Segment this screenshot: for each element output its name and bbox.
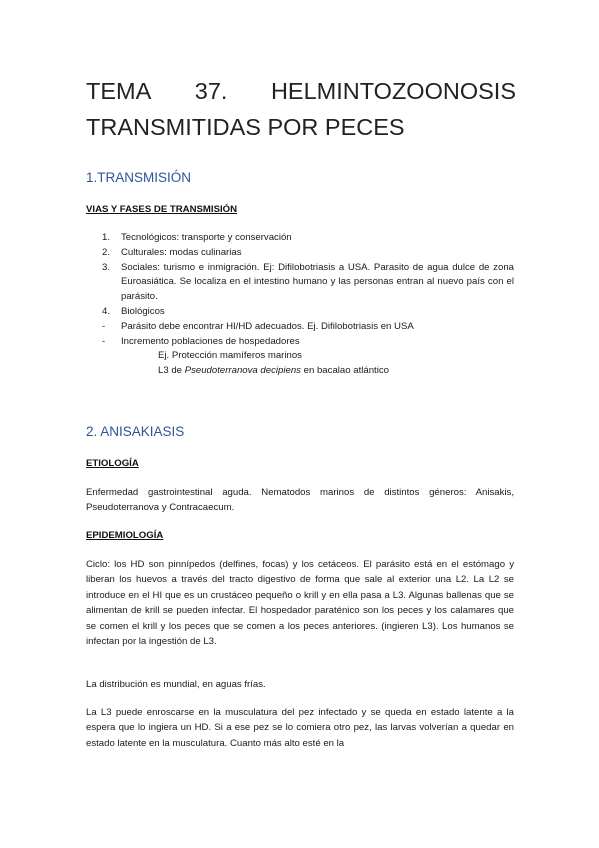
title-word: HELMINTOZOONOSIS bbox=[270, 78, 516, 104]
sub-list-item bbox=[102, 364, 514, 379]
sub-list-item bbox=[102, 349, 514, 364]
sub-item-text: Ej. Protección mamíferos marinos bbox=[158, 350, 302, 362]
list-item-text: Sociales: turismo e inmigración. Ej: Difilobotriasis a USA. Parasito de agua dulce de zona Euroasiática. Se localiza en el intestino humano y las personas entran al nuevo país con el parásito. bbox=[121, 261, 514, 303]
latency-paragraph: La L3 puede enroscarse en la musculatura del pez infectado y se queda en estado latente a la espera que lo ingiera un HD. Si a ese pez se lo comiera otro pez, las larvas volverían a quedar en estado latente en la musculatura. Cuanto más alto esté en la bbox=[86, 707, 514, 749]
distribution-paragraph: La distribución es mundial, en aguas frías. bbox=[86, 679, 266, 690]
etiology-paragraph: Enfermedad gastrointestinal aguda. Nematodos marinos de distintos géneros: Anisakis, Pseudoterranova y Contracaecum. bbox=[86, 487, 514, 514]
subheading-etiologia: ETIOLOGÍA bbox=[86, 458, 139, 469]
section-heading-anisakiasis: 2. ANISAKIASIS bbox=[86, 424, 185, 439]
list-item-text: Parásito debe encontrar HI/HD adecuados. Ej. Difilobotriasis en USA bbox=[121, 320, 414, 332]
list-marker: - bbox=[102, 335, 106, 347]
section-heading-transmision: 1.TRANSMISIÓN bbox=[86, 170, 192, 185]
species-name: Pseudoterranova decipiens bbox=[184, 365, 301, 377]
subheading-vias-fases: VIAS Y FASES DE TRANSMISIÓN bbox=[86, 204, 238, 215]
transmission-list bbox=[102, 231, 514, 379]
title-line-2: TRANSMITIDAS POR PECES bbox=[86, 114, 405, 140]
list-marker: 1. bbox=[102, 232, 111, 243]
list-item bbox=[102, 261, 514, 305]
list-item bbox=[102, 320, 514, 335]
list-marker: 2. bbox=[102, 246, 111, 258]
subheading-epidemiologia: EPIDEMIOLOGÍA bbox=[86, 530, 164, 541]
list-marker: 3. bbox=[102, 261, 111, 273]
document-title bbox=[86, 73, 516, 145]
title-word: 37. bbox=[194, 78, 228, 104]
list-item-text: Culturales: modas culinarias bbox=[121, 246, 242, 258]
list-marker: - bbox=[102, 320, 106, 332]
title-line-1 bbox=[86, 73, 516, 109]
cycle-paragraph: Ciclo: los HD son pinnípedos (delfines, focas) y los cetáceos. El parásito está en el estómago y liberan los huevos a través del tracto digestivo de forma que sale al exterior una L2. La L2 se introduce en el HI que es un crustáceo pequeño o krill y en ella pasa a L3. Algunas ballenas que se alimentan de krill se pueden infectar. El hospedador paraténico son los peces y los calamares que se comen el krill y los peces que se comen a los peces anteriores. (ingieren L3). Los humanos se infectan por la ingestión de L3. bbox=[86, 559, 514, 648]
list-item-text: Biológicos bbox=[121, 305, 165, 317]
sub-list-item-text bbox=[158, 364, 389, 379]
list-item-text: Incremento poblaciones de hospedadores bbox=[121, 335, 300, 347]
list-item bbox=[102, 305, 514, 320]
list-item bbox=[102, 246, 514, 261]
list-marker: 4. bbox=[102, 305, 111, 317]
sub-list-item-text bbox=[158, 349, 302, 364]
sub-item-text: L3 de bbox=[158, 365, 185, 377]
list-item-text: Tecnológicos: transporte y conservación bbox=[121, 232, 292, 243]
list-item bbox=[102, 335, 514, 350]
title-word: TEMA bbox=[86, 78, 152, 104]
sub-item-text: en bacalao atlántico bbox=[300, 365, 389, 377]
list-item bbox=[102, 231, 514, 246]
